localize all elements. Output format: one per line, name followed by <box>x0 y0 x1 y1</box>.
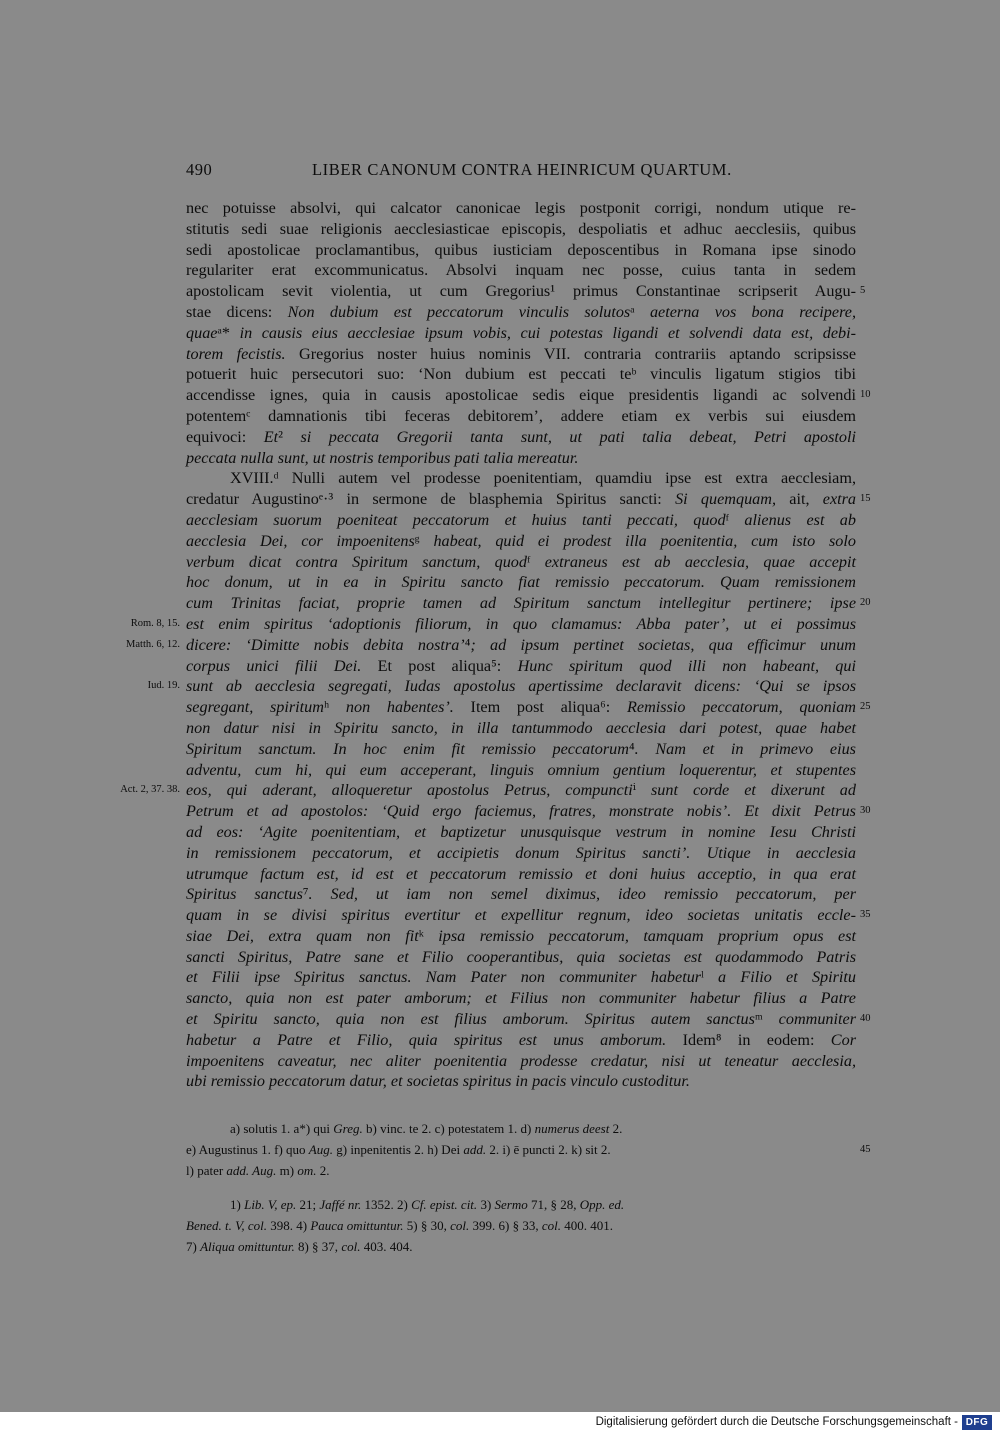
text-run: ⁴ <box>464 635 471 654</box>
text-line <box>186 448 856 469</box>
footer-banner <box>0 1412 1000 1434</box>
text-run: col. <box>541 1218 561 1233</box>
text-run: in remissionem peccatorum, et accipietis donum Spiritus sancti’. Utique in aecclesia <box>186 843 856 862</box>
text-run: adventu, cum hi, qui eum acceperant, linguis omnium gentium loquerentur, et stupentes <box>186 760 856 779</box>
text-run: add. Aug. <box>226 1163 277 1178</box>
text-line <box>186 967 856 988</box>
text-run: ᶠ <box>527 552 545 571</box>
text-line <box>186 926 856 947</box>
text-run: cum Trinitas faciat, proprie tamen ad Spiritum sanctum intellegitur pertinere; ipse <box>186 594 856 613</box>
text-run: . Sed, ut iam non semel diximus, ideo remissio peccatorum, per <box>308 885 857 904</box>
text-run: . Nam et in primevo eius <box>634 739 856 758</box>
text-run: aeterna vos bona recipere, <box>649 302 856 321</box>
scripture-reference: Matth. 6, 12. <box>126 638 180 650</box>
text-run: ˡ <box>701 968 719 987</box>
text-line <box>186 656 856 677</box>
text-run: 7) <box>186 1239 201 1254</box>
dfg-logo-icon: DFG <box>962 1415 992 1430</box>
page-number: 490 <box>186 160 213 179</box>
text-run: om. <box>297 1163 317 1178</box>
apparatus-line <box>186 1160 856 1181</box>
text-run: ᵃ <box>630 302 650 321</box>
text-run: verbum dicat contra Spiritum sanctum, quod <box>186 552 527 571</box>
text-run: et Spiritu sancto, quia non est filius amborum. Spiritus autem sanctus <box>186 1010 755 1029</box>
text-run: 1352. 2) <box>361 1197 412 1212</box>
text-run: Cor <box>830 1030 856 1049</box>
text-run: 403. 404. <box>360 1239 413 1254</box>
text-run: 2. <box>609 1121 623 1136</box>
text-run: ᵃ* <box>217 323 240 342</box>
text-line <box>186 552 856 573</box>
line-number: 20 <box>860 597 871 609</box>
text-run: Petrum et ad apostolos: ‘Quid ergo faciemus, fratres, monstrate nobis’. Et dixit Petrus <box>186 802 856 821</box>
text-line <box>186 593 856 614</box>
text-line <box>186 718 856 739</box>
text-run: alienus est ab <box>744 510 856 529</box>
text-run: 8) § 37, <box>294 1239 342 1254</box>
text-line <box>186 364 856 385</box>
text-run: Non dubium est peccatorum vinculis solutos <box>287 302 631 321</box>
text-run: XVIII.ᵈ Nulli autem vel prodesse poenitentiam, quamdiu ipse est extra aecclesiam, <box>230 469 856 488</box>
text-line <box>186 864 856 885</box>
text-run: peccata nulla sunt, ut nostris temporibus pati talia mereatur. <box>186 448 579 467</box>
text-line <box>186 1071 856 1092</box>
text-run: sunt ab aecclesia segregati, Iudas apostolus apertissime declaravit dicens: ‘Qui se ipsos <box>186 677 856 696</box>
text-run: 398. 4) <box>267 1218 311 1233</box>
line-number: 30 <box>860 805 871 817</box>
text-run: aecclesiam suorum poeniteat peccatorum et huius tanti peccati, quod <box>186 510 726 529</box>
text-run: apostolicam sevit violentia, ut cum Gregorius¹ primus Constantinae scripserit Augu- <box>186 282 856 301</box>
text-run: Sermo <box>494 1197 528 1212</box>
text-run: b) vinc. te 2. c) potestatem 1. d) <box>362 1121 535 1136</box>
text-run: e) Augustinus 1. f) quo <box>186 1142 309 1157</box>
text-run: Aug. <box>308 1142 333 1157</box>
text-line <box>186 302 856 323</box>
text-line <box>186 614 856 635</box>
text-run: 1) <box>230 1197 245 1212</box>
text-run: est enim spiritus ‘adoptionis filiorum, in quo clamamus: Abba pater’, ut ei possimus <box>186 614 856 633</box>
text-run: siae Dei, extra quam non fit <box>186 926 419 945</box>
text-line <box>186 739 856 760</box>
running-title: LIBER CANONUM CONTRA HEINRICUM QUARTUM. <box>312 160 732 179</box>
text-run: ; ad ipsum pertinet societas, qua efficimur unum <box>470 635 856 654</box>
text-run: a Filio et Spiritu <box>718 968 857 987</box>
apparatus-line <box>186 1139 856 1160</box>
line-number: 10 <box>860 389 871 401</box>
text-run: utrumque factum est, id est et peccatorum remissio et doni huius acceptio, in qua erat <box>186 864 856 883</box>
line-number: 35 <box>860 909 871 921</box>
text-run: sancto, quia non est pater amborum; et Filius non communiter habetur filius a Patre <box>186 989 856 1008</box>
text-run: numerus deest <box>534 1121 610 1136</box>
text-run: Pauca omittuntur. <box>310 1218 404 1233</box>
text-run: ad eos: ‘Agite poenitentiam, et baptizetur unusquisque vestrum in nomine Iesu Christi <box>186 822 856 841</box>
text-line <box>186 219 856 240</box>
source-line <box>186 1194 856 1215</box>
text-line <box>186 843 856 864</box>
text-run: Et <box>263 427 279 446</box>
text-run: 3) <box>477 1197 495 1212</box>
text-run: dicere: ‘Dimitte nobis debita nostra’ <box>186 635 465 654</box>
text-line <box>186 323 856 344</box>
text-line <box>186 905 856 926</box>
text-line <box>186 344 856 365</box>
source-footnotes <box>186 1194 856 1257</box>
text-line <box>186 635 856 656</box>
line-number: 5 <box>860 285 866 297</box>
text-run: ᵐ <box>754 1010 779 1029</box>
text-line <box>186 531 856 552</box>
text-run: extra <box>822 490 857 509</box>
text-line <box>186 260 856 281</box>
text-run: Item post aliqua⁶: <box>453 698 628 717</box>
text-run: ipsa remissio peccatorum, tamquam proprium opus est <box>438 926 857 945</box>
text-line <box>186 489 856 510</box>
text-run: potentemᶜ damnationis tibi feceras debitorem’, addere etiam ex verbis sui eiusdem <box>186 406 856 425</box>
text-run: nec potuisse absolvi, qui calcator canonicae legis postponit corrigi, nondum utique re- <box>186 199 856 217</box>
text-line <box>186 822 856 843</box>
text-run: Opp. ed. <box>579 1197 625 1212</box>
line-number: 15 <box>860 493 871 505</box>
text-run: credatur Augustinoᵉ·³ in sermone de blasphemia Spiritus sancti: <box>186 490 676 509</box>
scripture-reference: Iud. 19. <box>147 680 180 692</box>
text-run: Lib. V, ep. <box>244 1197 297 1212</box>
text-run: habeat, quid ei prodest illa poenitentia, cum isto solo <box>433 531 856 550</box>
scripture-reference: Rom. 8, 15. <box>130 618 180 629</box>
text-run: col. <box>450 1218 470 1233</box>
text-line <box>186 760 856 781</box>
text-run: ᶠ <box>725 510 745 529</box>
text-run: Si quemquam, <box>675 490 777 509</box>
text-run: ᵍ <box>414 531 434 550</box>
text-run: ᵏ <box>418 926 439 945</box>
scripture-reference: Act. 2, 37. 38. <box>120 784 180 796</box>
text-line <box>186 988 856 1009</box>
text-run: Jaffé nr. <box>319 1197 362 1212</box>
text-run: communiter <box>778 1010 856 1029</box>
text-line <box>186 801 856 822</box>
text-run: 71, § 28, <box>527 1197 580 1212</box>
text-run: ubi remissio peccatorum datur, et societas spiritus in pacis vinculo custoditur. <box>186 1072 690 1091</box>
text-run: ʰ <box>323 698 346 717</box>
critical-apparatus <box>186 1118 856 1181</box>
text-line <box>186 1009 856 1030</box>
text-run: segregant, spiritum <box>186 698 324 717</box>
text-run: stae dicens: <box>186 302 288 321</box>
text-run: a) solutis 1. a*) qui <box>230 1121 334 1136</box>
text-run: Spiritus sanctus <box>186 885 303 904</box>
text-run: quam in se divisi spiritus evertitur et expellitur regnum, ideo societas unitatis eccle- <box>186 906 856 925</box>
text-run: ⁷ <box>302 885 309 904</box>
text-line <box>186 406 856 427</box>
text-line <box>186 947 856 968</box>
text-run: 5) § 30, <box>403 1218 451 1233</box>
text-run: Hunc spiritum quod illi non habeant, qui <box>517 656 856 675</box>
text-run: ² <box>278 427 301 446</box>
text-line <box>186 427 856 448</box>
line-number: 40 <box>860 1013 871 1025</box>
text-run: Gregorius noster huius nominis VII. contraria contrariis aptando scripsisse <box>285 344 857 363</box>
text-run: eos, qui aderant, alloqueretur apostolus Petrus, compuncti <box>186 781 633 800</box>
text-run: Remissio peccatorum, quoniam <box>627 698 856 717</box>
text-run: Idem⁸ in eodem: <box>666 1030 831 1049</box>
text-run: Cf. epist. cit. <box>411 1197 478 1212</box>
text-line <box>186 1030 856 1051</box>
text-run: Et post aliqua⁵: <box>361 656 518 675</box>
text-run: impoenitens caveatur, nec aliter poenitentia prodesse credatur, nisi ut teneatur aecclesia, <box>186 1051 856 1070</box>
text-run: non habentes’. <box>345 698 454 717</box>
source-line <box>186 1215 856 1236</box>
text-line <box>186 198 856 219</box>
text-run: g) inpenitentis 2. h) Dei <box>332 1142 464 1157</box>
text-run: si peccata Gregorii tanta sunt, ut pati talia debeat, Petri apostoli <box>300 427 856 446</box>
text-run: extraneus est ab aecclesia, quae accepit <box>544 552 856 571</box>
text-run: equivoci: <box>186 427 264 446</box>
text-run: add. <box>463 1142 487 1157</box>
text-run: habetur a Patre et Filio, quia spiritus est unus amborum. <box>186 1030 667 1049</box>
funding-credit: Digitalisierung gefördert durch die Deutsche Forschungsgemeinschaft - <box>595 1416 958 1428</box>
text-line <box>186 468 856 489</box>
text-run: quae <box>186 323 218 342</box>
text-run: Aliqua omittuntur. <box>200 1239 295 1254</box>
text-line <box>186 780 856 801</box>
page-header <box>186 160 856 182</box>
line-number: 45 <box>860 1144 871 1155</box>
text-run: m) <box>276 1163 298 1178</box>
text-run: accendisse ignes, quia in causis apostolicae sedis eique presidentis ligandi ac solvendi <box>186 386 856 405</box>
text-run: sedi apostolicae proclamantibus, quibus iusticiam deposcentibus in Romana ipse sinodo <box>186 240 856 259</box>
text-line <box>186 385 856 406</box>
text-line <box>186 1051 856 1072</box>
text-line <box>186 281 856 302</box>
text-run: torem fecistis. <box>186 344 286 363</box>
text-run: in causis eius aecclesiae ipsum vobis, cui potestas ligandi et solvendi data est, debi- <box>239 323 856 342</box>
text-line <box>186 510 856 531</box>
text-run: Spiritum sanctum. In hoc enim fit remissio peccatorum <box>186 739 629 758</box>
line-number: 25 <box>860 701 871 713</box>
text-run: corpus unici filii Dei. <box>186 656 362 675</box>
text-run: col. <box>341 1239 361 1254</box>
text-run: 2. i) ē puncti 2. k) sit 2. <box>486 1142 611 1157</box>
text-line <box>186 676 856 697</box>
text-line <box>186 697 856 718</box>
apparatus-line <box>186 1118 856 1139</box>
source-line <box>186 1236 856 1257</box>
text-run: potuerit huic persecutori suo: ‘Non dubium est peccati teᵇ vinculis ligatum stigios tibi <box>186 365 856 384</box>
text-run: et Filii ipse Spiritus sanctus. Nam Pater non communiter habetur <box>186 968 702 987</box>
text-run: l) pater <box>186 1163 227 1178</box>
text-run: 2. <box>316 1163 330 1178</box>
text-run: ⁴ <box>628 739 635 758</box>
text-run: stitutis sedi suae religionis aecclesiasticae episcopis, despoliatis et adhuc aecclesiis, quibus <box>186 219 856 238</box>
text-run: aecclesia Dei, cor impoenitens <box>186 531 415 550</box>
text-run: 399. 6) § 33, <box>469 1218 542 1233</box>
text-run: non datur nisi in Spiritu sancto, in illa tantummodo aecclesia dari potest, quae habet <box>186 718 856 737</box>
text-run: 21; <box>296 1197 320 1212</box>
text-run: sancti Spiritus, Patre sane et Filio cooperantibus, quia societas est quodammodo Patris <box>186 947 856 966</box>
text-line <box>186 572 856 593</box>
text-run: ait, <box>776 490 823 509</box>
text-run: Bened. t. V, col. <box>186 1218 267 1233</box>
text-line <box>186 884 856 905</box>
text-run: ⁱ <box>632 781 651 800</box>
main-text-block <box>186 198 856 1092</box>
text-run: Greg. <box>333 1121 363 1136</box>
text-run: sunt corde et dixerunt ad <box>651 781 856 800</box>
text-line <box>186 240 856 261</box>
text-run: hoc donum, ut in ea in Spiritu sancto fiat remissio peccatorum. Quam remissionem <box>186 573 856 592</box>
text-run: regulariter erat excommunicatus. Absolvi inquam nec posse, cuius tanta in sedem <box>186 261 856 280</box>
text-run: 400. 401. <box>560 1218 613 1233</box>
